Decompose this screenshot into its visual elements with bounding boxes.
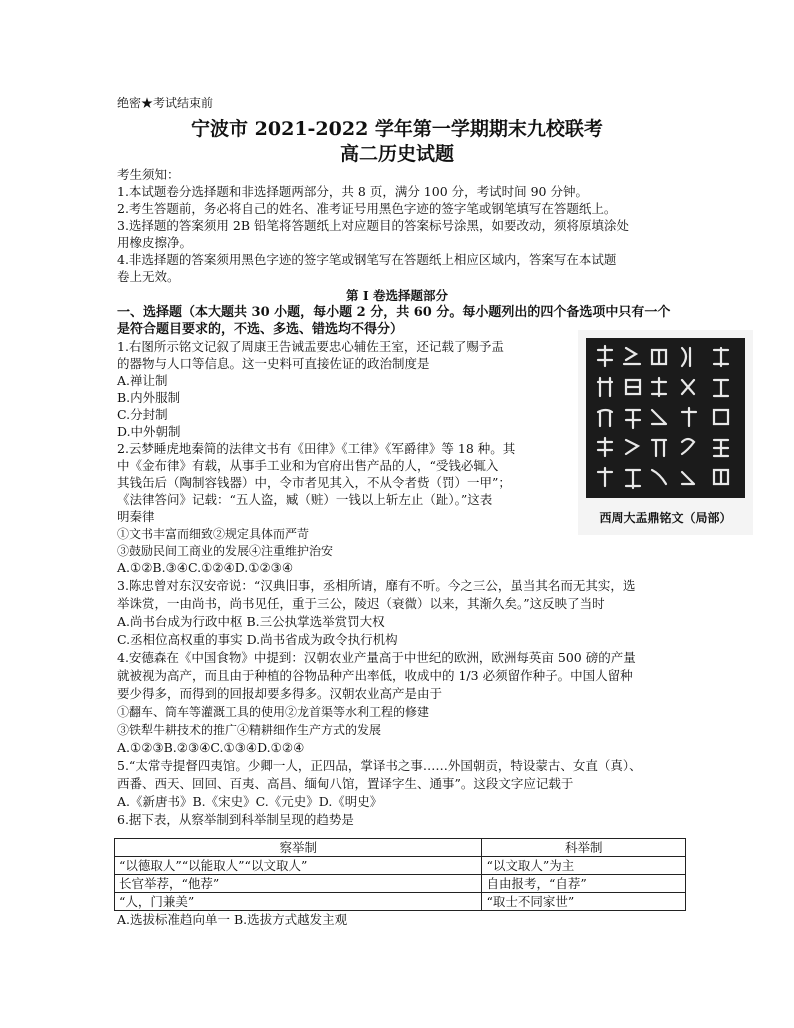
table-cell: “以文取人”为主	[482, 857, 686, 875]
question-option: C.分封制	[117, 407, 168, 422]
table-cell: 自由报考，“自荐”	[482, 875, 686, 893]
question-statement: ①文书丰富而细致②规定具体而严苛	[117, 527, 310, 541]
table-cell: “以德取人”“以能取人”“以文取人”	[115, 857, 482, 875]
notice-item: 卷上无效。	[117, 269, 180, 284]
notice-item: 用橡皮擦净。	[117, 235, 193, 250]
question-line: 3.陈忠曾对东汉安帝说：“汉典旧事，丞相所请，靡有不听。今之三公，虽当其名而无其实，选	[117, 578, 636, 593]
table-cell: “人，门兼美”	[115, 893, 482, 911]
table-cell: “取士不同家世”	[482, 893, 686, 911]
question-line: 6.据下表，从察举制到科举制呈现的趋势是	[117, 812, 354, 827]
question-line: 的器物与人口等信息。这一史料可直接佐证的政治制度是	[117, 356, 430, 371]
table-cell: 长官举荐，“他荐”	[115, 875, 482, 893]
notice-item: 2.考生答题前，务必将自己的姓名、准考证号用黑色字迹的签字笔或钢笔填写在答题纸上。	[117, 201, 617, 216]
question-statement: ①翻车、筒车等灌溉工具的使用②龙首渠等水利工程的修建	[117, 705, 430, 719]
question-line: 4.安德森在《中国食物》中提到：汉朝农业产量高于中世纪的欧洲，欧洲每英亩 500 磅的产量	[117, 650, 636, 665]
question-option: D.中外朝制	[117, 424, 181, 439]
question-option: A.《新唐书》B.《宋史》C.《元史》D.《明史》	[117, 794, 383, 809]
notice-heading: 考生须知：	[117, 167, 180, 182]
confidential-label: 绝密★考试结束前	[117, 96, 214, 110]
exam-subtitle: 高二历史试题	[339, 143, 454, 165]
comparison-table	[114, 838, 686, 911]
figure-caption: 西周大盂鼎铭文（局部）	[599, 511, 732, 525]
table-row	[115, 875, 686, 893]
question-option: A.①②③B.②③④C.①③④D.①②④	[117, 740, 305, 755]
question-line: 5.“太常寺提督四夷馆。少卿一人，正四品，掌译书之事……外国朝贡，特设蒙古、女直（真）、	[117, 758, 642, 773]
table-row	[115, 893, 686, 911]
question-line: 《法律答问》记载：“五人盗，臧（赃）一钱以上斩左止（趾）。”这表	[117, 492, 493, 507]
question-line: 中《金布律》有载，从事手工业和为官府出售产品的人，“受钱必辄入	[117, 458, 499, 473]
question-option: A.禅让制	[117, 373, 168, 388]
notice-item: 4.非选择题的答案须用黑色字迹的签字笔或钢笔写在答题纸上相应区域内，答案写在本试题	[117, 252, 617, 267]
question-line: 1.右图所示铭文记叙了周康王告诫盂要忠心辅佐王室，还记载了赐予盂	[117, 339, 504, 354]
inscription-figure	[578, 330, 753, 535]
notice-item: 1.本试题卷分选择题和非选择题两部分，共 8 页，满分 100 分，考试时间 90 分钟。	[117, 184, 588, 199]
table-header-cell: 科举制	[482, 839, 686, 857]
question-line: 就被视为高产，而且由于种植的谷物品种产出率低，收成中的 1/3 必须留作种子。中国人留种	[117, 668, 633, 683]
inscription-rubbing-image	[586, 338, 745, 498]
section-title: 第 I 卷选择题部分	[345, 288, 449, 303]
question-statement: ③鼓励民间工商业的发展④注重维护治安	[117, 544, 334, 558]
notice-item: 3.选择题的答案须用 2B 铅笔将答题纸上对应题目的答案标号涂黑，如要改动，须将原填涂处	[117, 218, 630, 233]
question-option: A.选拔标准趋向单一 B.选拔方式越发主观	[117, 912, 348, 927]
part-instructions: 一、选择题（本大题共 30 小题，每小题 2 分，共 60 分。每小题列出的四个备选项中只有一个	[117, 305, 671, 320]
table-header-cell: 察举制	[115, 839, 482, 857]
table-header-row	[115, 839, 686, 857]
question-line: 西番、西天、回回、百夷、高昌、缅甸八馆，置译字生、通事”。这段文字应记载于	[117, 776, 574, 791]
table-row	[115, 857, 686, 875]
question-option: A.①②B.③④C.①②④D.①②③④	[117, 560, 294, 575]
question-option: B.内外服制	[117, 390, 181, 405]
question-option: C.丞相位高权重的事实 D.尚书省成为政令执行机构	[117, 632, 398, 647]
question-line: 其钱缶后（陶制容钱器）中，令市者见其入，不从令者赀（罚）一甲”；	[117, 475, 511, 490]
part-instructions: 是符合题目要求的，不选、多选、错选均不得分）	[117, 322, 404, 337]
question-line: 举诛赏，一由尚书，尚书见任，重于三公，陵迟（衰微）以来，其渐久矣。”这反映了当时	[117, 596, 605, 611]
exam-title: 宁波市 2021-2022 学年第一学期期末九校联考	[191, 118, 603, 140]
question-option: A.尚书台成为行政中枢 B.三公执掌选举赏罚大权	[117, 614, 385, 629]
question-line: 2.云梦睡虎地秦简的法律文书有《田律》《工律》《军爵律》等 18 种。其	[117, 441, 516, 456]
question-line: 要少得多，而得到的回报却要多得多。汉朝农业高产是由于	[117, 686, 443, 701]
question-statement: ③铁犁牛耕技术的推广④精耕细作生产方式的发展	[117, 723, 382, 737]
question-line: 明秦律	[117, 509, 155, 524]
inscription-glyphs-icon	[586, 338, 745, 498]
